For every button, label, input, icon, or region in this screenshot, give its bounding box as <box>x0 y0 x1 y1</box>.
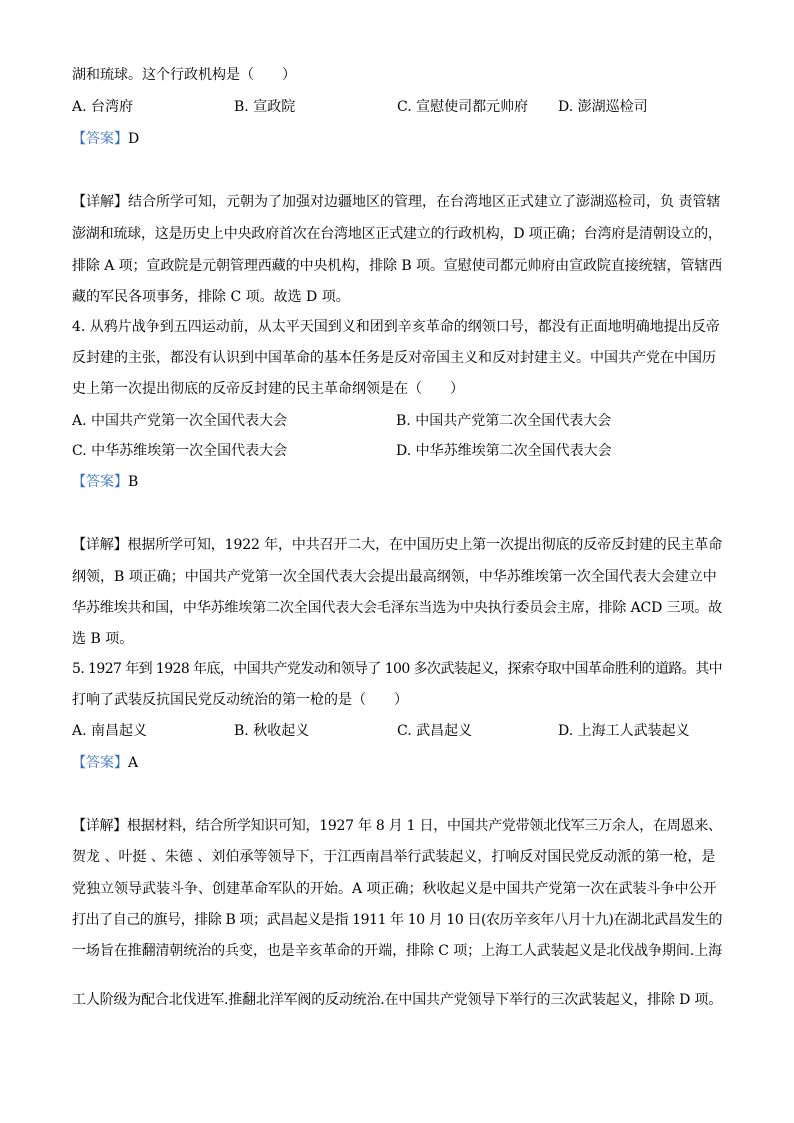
answer-tag: 【答案】 <box>72 474 128 490</box>
detail-tag: 【详解】 <box>72 537 128 553</box>
q3-detail-line-4: 藏的军民各项事务，排除 C 项。故选 D 项。 <box>72 289 350 305</box>
q3-detail-line-2: 澎湖和琉球，这是历史上中央政府首次在台湾地区正式建立的行政机构，D 项正确；台湾府是清朝设立的， <box>72 226 722 242</box>
q3-answer <box>72 130 722 148</box>
q3-detail-line-1 <box>72 193 722 211</box>
q3-option-c: C. 宣慰使司都元帅府 <box>397 99 529 115</box>
q5-stem-line-1: 5. 1927 年到 1928 年底，中国共产党发动和领导了 100 多次武装起义，探索夺取中国革命胜利的道路。其中 <box>72 661 723 677</box>
answer-value: D <box>128 131 140 147</box>
q3-option-a: A. 台湾府 <box>72 99 134 115</box>
q5-option-c: C. 武昌起义 <box>397 723 473 739</box>
q5-answer <box>72 754 722 772</box>
q4-option-b: B. 中国共产党第二次全国代表大会 <box>396 413 612 429</box>
q4-option-a: A. 中国共产党第一次全国代表大会 <box>72 413 288 429</box>
q5-option-a: A. 南昌起义 <box>72 723 148 739</box>
q4-option-d: D. 中华苏维埃第二次全国代表大会 <box>396 443 612 459</box>
detail-text: 根据所学可知，1922 年，中共召开二大，在中国历史上第一次提出彻底的反帝反封建的民主革命 <box>127 537 723 553</box>
answer-tag: 【答案】 <box>72 755 128 771</box>
q5-option-b: B. 秋收起义 <box>234 723 310 739</box>
q5-detail-line-1 <box>72 817 722 835</box>
detail-text: 结合所学可知，元朝为了加强对边疆地区的管理，在台湾地区正式建立了澎湖巡检司，负 责管辖 <box>128 194 721 210</box>
q5-stem-line-2: 打响了武装反抗国民党反动统治的第一枪的是（ ） <box>72 692 408 708</box>
answer-tag: 【答案】 <box>72 131 128 147</box>
q4-detail-line-4: 选 B 项。 <box>72 631 134 647</box>
detail-tag: 【详解】 <box>72 818 127 834</box>
q5-detail-line-2: 贺龙 、叶挺 、朱德 、刘伯承等领导下，于江西南昌举行武装起义，打响反对国民党反动派的第一枪，是 <box>72 849 716 865</box>
answer-value: B <box>128 474 139 490</box>
answer-value: A <box>128 755 139 771</box>
q4-stem-line-1: 4. 从鸦片战争到五四运动前，从太平天国到义和团到辛亥革命的纲领口号，都没有正面地明确地提出反帝 <box>72 319 720 335</box>
detail-tag: 【详解】 <box>72 194 128 210</box>
q3-option-d: D. 澎湖巡检司 <box>558 99 648 115</box>
q5-detail-line-4: 打出了自己的旗号，排除 B 项；武昌起义是指 1911 年 10 月 10 日(农历辛亥年八月十九)在湖北武昌发生的 <box>72 912 723 928</box>
q4-detail-line-2: 纲领，B 项正确；中国共产党第一次全国代表大会提出最高纲领，中华苏维埃第一次全国代表大会建立中 <box>72 569 717 585</box>
q4-stem-line-3: 史上第一次提出彻底的反帝反封建的民主革命纲领是在（ ） <box>72 381 464 397</box>
q5-detail-line-6: 工人阶级为配合北伐进军.推翻北洋军阀的反动统治.在中国共产党领导下举行的三次武装起义，排除 D 项。 <box>72 992 723 1008</box>
q4-detail-line-1 <box>72 536 722 554</box>
q5-detail-line-5: 一场旨在推翻清朝统治的兵变，也是辛亥革命的开端，排除 C 项；上海工人武装起义是北伐战争期间.上海 <box>72 943 723 959</box>
q3-stem-tail: 湖和琉球。这个行政机构是（ ） <box>72 67 296 83</box>
q5-option-d: D. 上海工人武装起义 <box>558 723 690 739</box>
q5-detail-line-3: 党独立领导武装斗争、创建革命军队的开始。A 项正确；秋收起义是中国共产党第一次在武装斗争中公开 <box>72 881 717 897</box>
q3-detail-line-3: 排除 A 项；宣政院是元朝管理西藏的中央机构，排除 B 项。宣慰使司都元帅府由宣政院直接统辖，管辖西 <box>72 258 723 274</box>
detail-text: 根据材料，结合所学知识可知，1927 年 8 月 1 日，中国共产党带领北伐军三万余人，在周恩来、 <box>126 818 722 834</box>
q3-option-b: B. 宣政院 <box>234 99 296 115</box>
q4-answer <box>72 473 722 491</box>
q4-option-c: C. 中华苏维埃第一次全国代表大会 <box>72 443 288 459</box>
q4-detail-line-3: 华苏维埃共和国，中华苏维埃第二次全国代表大会毛泽东当选为中央执行委员会主席，排除 ACD 三项。故 <box>72 600 722 616</box>
q4-stem-line-2: 反封建的主张，都没有认识到中国革命的基本任务是反对帝国主义和反对封建主义。中国共产党在中国历 <box>72 350 716 366</box>
